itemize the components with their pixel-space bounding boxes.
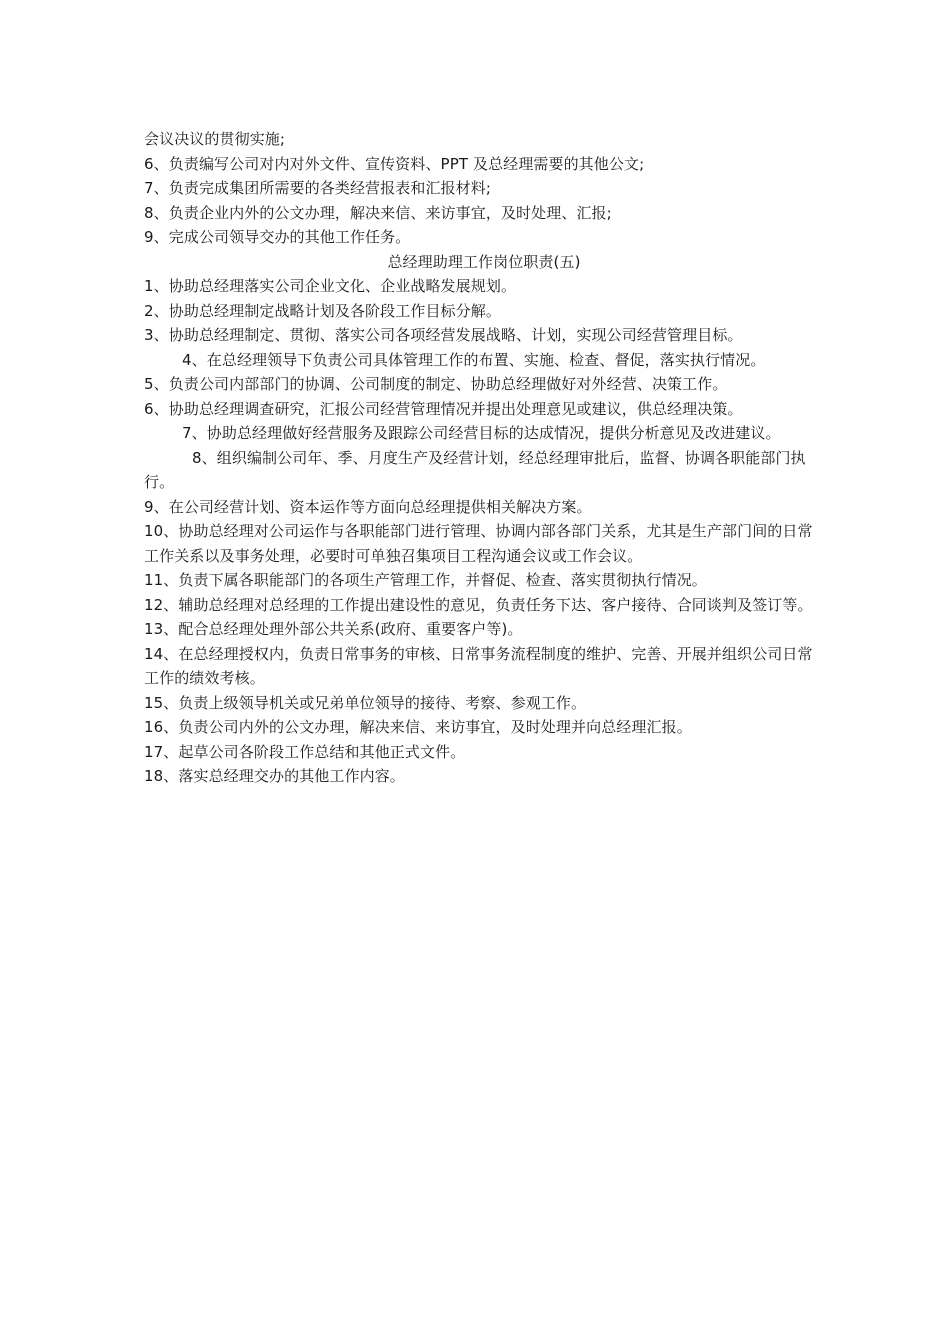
duty-item: 5、负责公司内部部门的协调、公司制度的制定、协助总经理做好对外经营、决策工作。 [144,375,728,393]
duty-item: 8、组织编制公司年、季、月度生产及经营计划，经总经理审批后，监督、协调各职能部门执行。 [144,448,806,491]
duty-item: 18、落实总经理交办的其他工作内容。 [144,767,405,785]
duty-item: 3、协助总经理制定、贯彻、落实公司各项经营发展战略、计划，实现公司经营管理目标。 [144,326,743,344]
duty-item-combined [144,421,824,495]
prev-section-line: 9、完成公司领导交办的其他工作任务。 [144,228,411,246]
duty-item: 4、在总经理领导下负责公司具体管理工作的布置、实施、检查、督促，落实执行情况。 [182,350,766,369]
duty-item: 11、负责下属各职能部门的各项生产管理工作，并督促、检查、落实贯彻执行情况。 [144,571,707,589]
prev-section-line: 8、负责企业内外的公文办理，解决来信、来访事宜，及时处理、汇报; [144,203,612,222]
duty-item: 13、配合总经理处理外部公共关系(政府、重要客户等)。 [144,620,523,638]
document-body [144,127,824,789]
duty-item: 7、协助总经理做好经营服务及跟踪公司经营目标的达成情况，提供分析意见及改进建议。 [182,424,781,442]
duty-item: 12、辅助总经理对总经理的工作提出建设性的意见，负责任务下达、客户接待、合同谈判及签订等。 [144,595,813,614]
prev-section-line: 6、负责编写公司对内对外文件、宣传资料、PPT 及总经理需要的其他公文; [144,154,645,173]
duty-item: 17、起草公司各阶段工作总结和其他正式文件。 [144,742,466,761]
duty-item: 14、在总经理授权内，负责日常事务的审核、日常事务流程制度的维护、完善、开展并组织公司日常工作的绩效考核。 [144,644,813,687]
duty-item: 10、协助总经理对公司运作与各职能部门进行管理、协调内部各部门关系，尤其是生产部门间的日常工作关系以及事务处理，必要时可单独召集项目工程沟通会议或工作会议。 [144,522,813,565]
section-title: 总经理助理工作岗位职责(五) [387,252,581,271]
duty-item: 6、协助总经理调查研究，汇报公司经营管理情况并提出处理意见或建议，供总经理决策。 [144,399,743,418]
duty-item: 2、协助总经理制定战略计划及各阶段工作目标分解。 [144,301,501,320]
prev-section-line: 7、负责完成集团所需要的各类经营报表和汇报材料; [144,179,491,197]
duty-item: 15、负责上级领导机关或兄弟单位领导的接待、考察、参观工作。 [144,693,587,712]
duty-item: 16、负责公司内外的公文办理，解决来信、来访事宜，及时处理并向总经理汇报。 [144,718,692,736]
duty-item: 1、协助总经理落实公司企业文化、企业战略发展规划。 [144,277,517,295]
prev-section-line: 会议决议的贯彻实施; [144,130,286,148]
duty-item: 9、在公司经营计划、资本运作等方面向总经理提供相关解决方案。 [144,497,592,516]
